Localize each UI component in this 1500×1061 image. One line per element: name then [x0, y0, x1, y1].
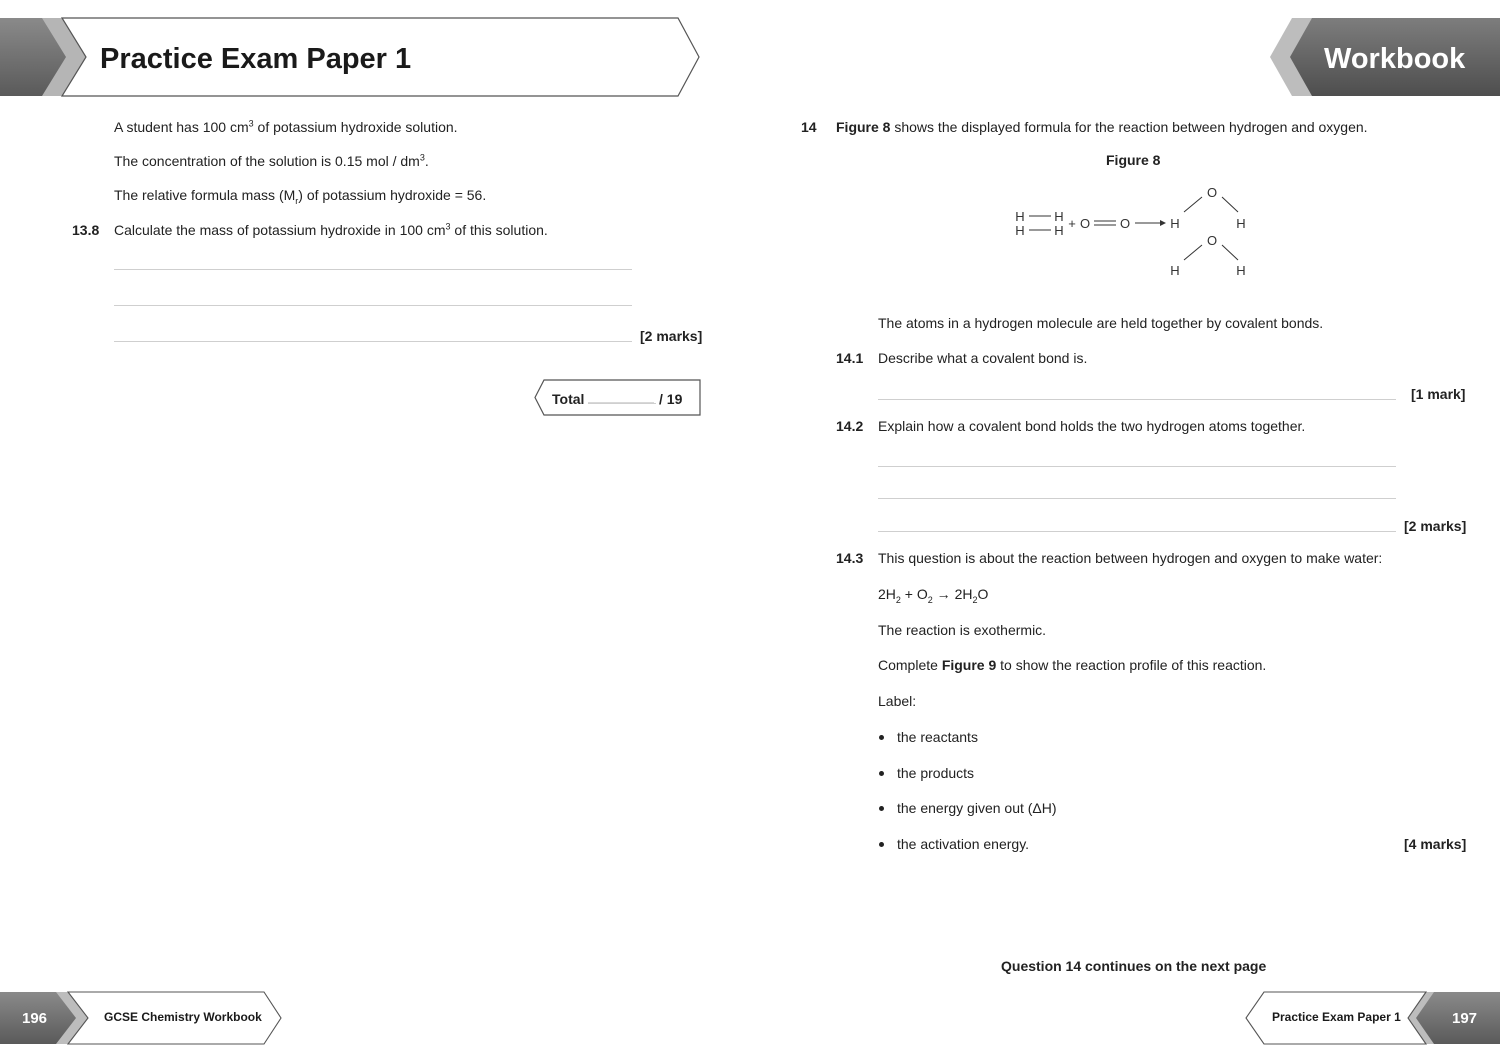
intro-text-2: The concentration of the solution is 0.15 mol / $dm^3$. — [114, 152, 429, 169]
exothermic-text: The reaction is exothermic. — [878, 622, 1047, 638]
figure-title: Figure 8 — [1106, 152, 1161, 168]
answer-line[interactable] — [114, 305, 632, 306]
atom-h: H — [1236, 263, 1246, 278]
total-value: / 19 — [659, 391, 683, 407]
figure-8-diagram — [1010, 180, 1260, 280]
question-text: This question is about the reaction between hydrogen and oxygen to make water: — [878, 550, 1383, 566]
marks-label: [4 marks] — [1404, 836, 1467, 852]
chemical-equation: $2H_2 + O_2 \to 2H_2O$ — [878, 586, 989, 605]
question-text: Figure 8 shows the displayed formula for the reaction between hydrogen and oxygen. — [836, 119, 1368, 135]
bullet-point — [879, 771, 884, 776]
answer-line[interactable] — [878, 466, 1396, 467]
atom-h: H — [1170, 216, 1180, 231]
atom-o: O — [1206, 233, 1218, 248]
question-number: 14 — [801, 119, 817, 135]
atom-o: O — [1079, 216, 1091, 231]
answer-line[interactable] — [114, 341, 632, 342]
answer-line[interactable] — [878, 498, 1396, 499]
marks-label: [1 mark] — [1411, 386, 1466, 402]
question-number: 13.8 — [72, 222, 100, 238]
atom-h: H — [1015, 209, 1025, 224]
answer-line[interactable] — [878, 399, 1396, 400]
question-number: 14.3 — [836, 550, 864, 566]
continues-note: Question 14 continues on the next page — [1001, 958, 1267, 974]
intro-text-1: A student has 100 $cm^3$ of potassium hydroxide solution. — [114, 118, 458, 135]
bullet-item: the products — [897, 765, 975, 781]
total-score-field[interactable] — [588, 403, 656, 404]
question-text: Calculate the mass of potassium hydroxide in 100 $cm^3$ of this solution. — [114, 221, 548, 238]
bullet-point — [879, 735, 884, 740]
page-number: 197 — [1452, 1010, 1478, 1027]
atom-h: H — [1054, 209, 1064, 224]
bullet-point — [879, 842, 884, 847]
page-number: 196 — [22, 1010, 48, 1027]
atom-o: O — [1119, 216, 1131, 231]
atom-h: H — [1170, 263, 1180, 278]
atom-o: O — [1206, 185, 1218, 200]
intro-text-3: The relative formula mass $(M_r)$ of potassium hydroxide = 56. — [114, 187, 487, 206]
label-heading: Label: — [878, 693, 917, 709]
atom-h: H — [1236, 216, 1246, 231]
intro-text: The atoms in a hydrogen molecule are held together by covalent bonds. — [878, 315, 1324, 331]
page-title: Practice Exam Paper 1 — [100, 43, 412, 75]
question-number: 14.1 — [836, 350, 864, 366]
question-number: 14.2 — [836, 418, 864, 434]
question-text: Explain how a covalent bond holds the two hydrogen atoms together. — [878, 418, 1306, 434]
bullet-item: the energy given out (ΔH) — [897, 800, 1057, 816]
bullet-item: the activation energy. — [897, 836, 1030, 852]
answer-line[interactable] — [878, 531, 1396, 532]
bullet-item: the reactants — [897, 729, 978, 745]
answer-line[interactable] — [114, 269, 632, 270]
question-text: Describe what a covalent bond is. — [878, 350, 1088, 366]
marks-label: [2 marks] — [1404, 518, 1467, 534]
workbook-tab-label: Workbook — [1324, 43, 1466, 75]
footer-section-title: Practice Exam Paper 1 — [1272, 1010, 1401, 1024]
atom-h: H — [1015, 223, 1025, 238]
instruction-text: Complete Figure 9 to show the reaction profile of this reaction. — [878, 657, 1267, 673]
plus-sign: + — [1068, 216, 1076, 231]
atom-h: H — [1054, 223, 1064, 238]
footer-book-title: GCSE Chemistry Workbook — [104, 1010, 262, 1024]
bullet-point — [879, 806, 884, 811]
marks-label: [2 marks] — [640, 328, 703, 344]
total-label: Total — [552, 391, 585, 407]
